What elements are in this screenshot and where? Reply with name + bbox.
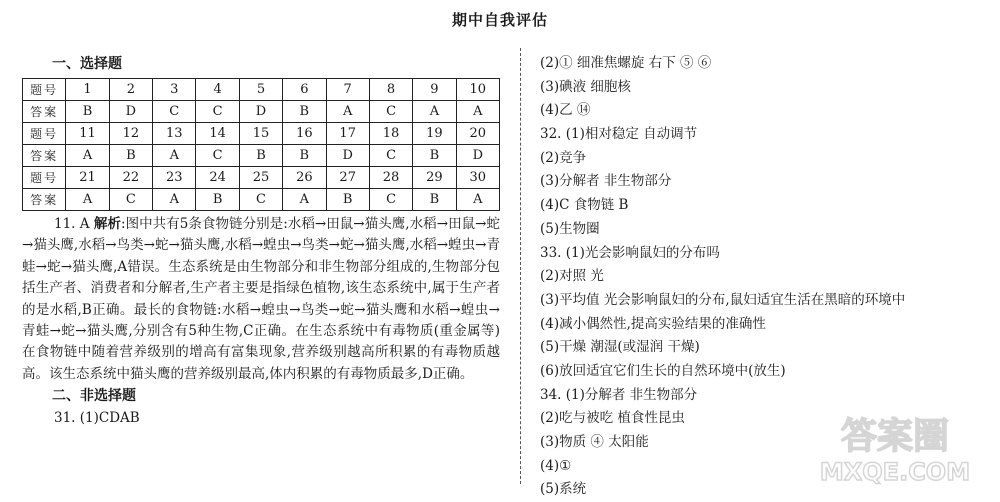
table-cell: C [196, 145, 239, 167]
svg-text:MXQE.COM: MXQE.COM [819, 458, 971, 486]
explanation-paragraph [22, 214, 500, 385]
table-cell: 1 [66, 79, 109, 101]
answer-line: 34. (1)分解者 非生物部分 [540, 386, 698, 403]
table-cell: D [326, 145, 369, 167]
table-cell: C [369, 101, 412, 123]
answer-line: 32. (1)相对稳定 自动调节 [540, 126, 698, 143]
table-cell: D [456, 145, 499, 167]
table-cell: 21 [66, 167, 109, 189]
answer-table [22, 78, 500, 211]
answer-line: (3)平均值 光会影响鼠妇的分布,鼠妇适宜生活在黑暗的环境中 [540, 291, 906, 308]
section-heading-choice: 一、选择题 [52, 56, 122, 72]
table-cell: B [413, 189, 456, 211]
explanation-text: :图中共有5条食物链分别是:水稻→田鼠→猫头鹰,水稻→田鼠→蛇→猫头鹰,水稻→鸟类→蛇→猫头鹰,水稻→蝗虫→鸟类→蛇→猫头鹰,水稻→蝗虫→青蛙→蛇→猫头鹰,A错误。生态系统是由生物部分和非生物部分组成的,生物部分包括生产者、消费者和分解者,生产者主要是指绿色植物,该生态系统中,属于生产者的是水稻,B正确。最长的食物链:水稻→蝗虫→鸟类→蛇→猫头鹰和水稻→蝗虫→青蛙→蛇→猫头鹰,分别含有5种生物,C正确。在生态系统中有毒物质(重金属等)在食物链中随着营养级别的增高有富集现象,营养级别越高所积累的有毒物质越高。该生态系统中猫头鹰的营养级别最高,体内积累的有毒物质最多,D正确。 [22, 216, 501, 382]
row-label: 题号 [23, 123, 66, 145]
table-cell: C [196, 101, 239, 123]
svg-text:答案圈: 答案圈 [840, 416, 950, 457]
row-label: 题号 [23, 79, 66, 101]
table-cell: 15 [239, 123, 282, 145]
answer-line: 33. (1)光会影响鼠妇的分布吗 [540, 244, 720, 261]
table-cell: 17 [326, 123, 369, 145]
table-cell: C [109, 189, 152, 211]
table-cell: 13 [153, 123, 196, 145]
table-row [23, 189, 500, 211]
right-column [540, 52, 990, 502]
answer-line: (3)分解者 非生物部分 [540, 173, 672, 190]
table-cell: C [369, 189, 412, 211]
answer-line: (4)减小偶然性,提高实验结果的准确性 [540, 315, 766, 332]
table-cell: 29 [413, 167, 456, 189]
explanation-answer: 11. A [54, 216, 90, 232]
table-cell: B [109, 145, 152, 167]
table-row [23, 145, 500, 167]
table-cell: 4 [196, 79, 239, 101]
table-cell: A [326, 101, 369, 123]
table-cell: 6 [283, 79, 326, 101]
answer-line: (6)放回适宜它们生长的自然环境中(放生) [540, 362, 786, 379]
table-cell: 5 [239, 79, 282, 101]
table-cell: 19 [413, 123, 456, 145]
table-row [23, 101, 500, 123]
table-cell: 28 [369, 167, 412, 189]
table-cell: 2 [109, 79, 152, 101]
answer-line: (4)乙 ⑭ [540, 102, 591, 119]
table-cell: 9 [413, 79, 456, 101]
answer-line: (5)系统 [540, 481, 587, 498]
page-title: 期中自我评估 [451, 11, 548, 29]
table-cell: A [66, 145, 109, 167]
row-label: 题号 [23, 167, 66, 189]
table-cell: A [456, 101, 499, 123]
table-cell: B [283, 101, 326, 123]
table-cell: B [283, 145, 326, 167]
table-cell: B [239, 145, 282, 167]
table-cell: C [153, 101, 196, 123]
table-cell: 18 [369, 123, 412, 145]
table-cell: A [66, 189, 109, 211]
row-label: 答案 [23, 145, 66, 167]
answer-line: (2)① 细准焦螺旋 右下 ⑤ ⑥ [540, 55, 712, 71]
table-cell: B [326, 189, 369, 211]
table-cell: C [239, 189, 282, 211]
table-cell: 3 [153, 79, 196, 101]
table-cell: 7 [326, 79, 369, 101]
table-cell: A [153, 145, 196, 167]
table-cell: 10 [456, 79, 499, 101]
table-cell: 26 [283, 167, 326, 189]
answer-line: (4)① [540, 457, 572, 474]
table-cell: B [66, 101, 109, 123]
section-heading-nonchoice: 二、非选择题 [52, 388, 136, 405]
answer-line: (2)吃与被吃 植食性昆虫 [540, 410, 685, 427]
answer-line: (3)物质 ④ 太阳能 [540, 434, 649, 450]
table-cell: 20 [456, 123, 499, 145]
answer-line: (5)干燥 潮湿(或湿润 干燥) [540, 339, 700, 356]
table-cell: D [239, 101, 282, 123]
table-cell: 12 [109, 123, 152, 145]
table-cell: 11 [66, 123, 109, 145]
table-cell: B [196, 189, 239, 211]
table-row [23, 79, 500, 101]
table-cell: A [153, 189, 196, 211]
table-cell: A [456, 189, 499, 211]
table-cell: 27 [326, 167, 369, 189]
table-cell: A [413, 101, 456, 123]
left-column [22, 52, 502, 429]
q31-answer-line: 31. (1)CDAB [54, 410, 140, 427]
row-label: 答案 [23, 189, 66, 211]
table-cell: 8 [369, 79, 412, 101]
table-cell: B [413, 145, 456, 167]
table-cell: D [109, 101, 152, 123]
table-row [23, 123, 500, 145]
answer-line: (4)C 食物链 B [540, 197, 629, 214]
answer-line: (5)生物圈 [540, 220, 600, 237]
table-cell: 14 [196, 123, 239, 145]
answer-line: (2)对照 光 [540, 268, 604, 285]
explanation-keyword: 解析 [93, 216, 121, 232]
answer-line: (3)碘液 细胞核 [540, 78, 631, 95]
table-cell: C [369, 145, 412, 167]
column-divider [520, 48, 521, 484]
table-cell: 23 [153, 167, 196, 189]
table-cell: 25 [239, 167, 282, 189]
table-cell: 30 [456, 167, 499, 189]
table-cell: A [283, 189, 326, 211]
table-cell: 22 [109, 167, 152, 189]
table-cell: 16 [283, 123, 326, 145]
table-cell: 24 [196, 167, 239, 189]
table-row [23, 167, 500, 189]
row-label: 答案 [23, 101, 66, 123]
answer-line: (2)竞争 [540, 149, 587, 166]
